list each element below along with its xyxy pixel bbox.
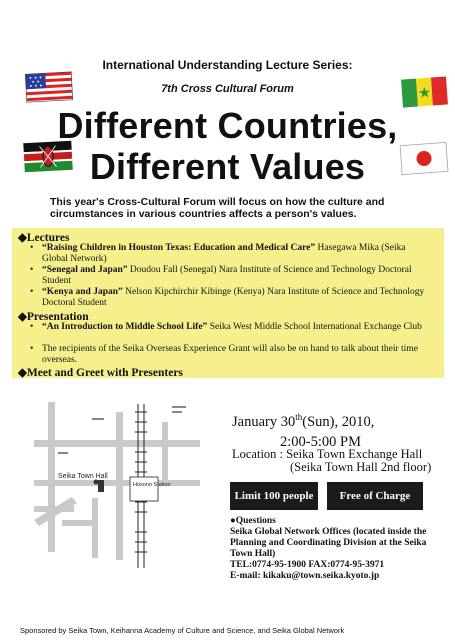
presentation-item: • The recipients of the Seika Overseas Experience Grant will also be on hand to talk about their time overseas. [30,344,418,365]
office-text: Seika Global Network Offices (located inside the Planning and Coordinating Division at the Seika Town Hall) [230,527,427,559]
lectures-heading: ◆Lectures [18,232,70,244]
intro-text: This year's Cross-Cultural Forum will focus on how the culture and circumstances in various countries affects a person's values. [50,196,385,220]
location-map [22,402,210,570]
presentation-item: • “An Introduction to Middle School Life” Seika West Middle School International Exchange Club [30,322,422,332]
event-time: 2:00-5:00 PM [280,434,361,450]
diamond-bullet-icon: ◆ [18,232,27,244]
free-badge: Free of Charge [327,482,423,510]
main-title-line2: Different Values [89,146,366,187]
questions-heading: ●Questions [230,516,276,526]
lecture-item: • “Kenya and Japan” Nelson Kipchirchir Kibinge (Kenya) Nara Institute of Science and Technology Doctoral Student [30,287,425,308]
main-title-line1: Different Countries, [57,105,398,146]
lecture-series-title: International Understanding Lecture Series: [102,58,353,72]
diamond-bullet-icon: ◆ [18,367,27,379]
event-date: January 30th(Sun), 2010, [232,412,375,430]
program-box [12,228,444,378]
capacity-badge: Limit 100 people [230,482,318,510]
diamond-bullet-icon: ◆ [18,311,27,323]
event-location: Location : Seika Town Exchange Hall (Seika Town Hall 2nd floor) [232,447,432,474]
forum-subtitle: 7th Cross Cultural Forum [161,83,294,95]
lecture-item: • “Senegal and Japan” Doudou Fall (Senegal) Nara Institute of Science and Technology Doctoral Student [30,265,412,286]
station-label: Hosono Station [133,482,171,488]
presentation-heading: ◆Presentation [18,311,89,323]
questions-block [230,516,430,582]
bullet-icon: ● [230,516,236,526]
tel-fax: TEL:0774-95-1900 FAX:0774-95-3971 [230,560,385,570]
sponsor-text: Sponsored by Seika Town, Keihanna Academy of Culture and Science, and Seika Global Network [20,626,345,635]
meet-greet-heading: ◆Meet and Greet with Presenters [18,367,183,379]
email-link[interactable]: E-mail: kikaku@town.seika.kyoto.jp [230,571,380,581]
town-hall-label: Seika Town Hall [58,473,108,480]
lecture-item: • “Raising Children in Houston Texas: Education and Medical Care” Hasegawa Mika (Seika Global Network) [30,243,406,264]
